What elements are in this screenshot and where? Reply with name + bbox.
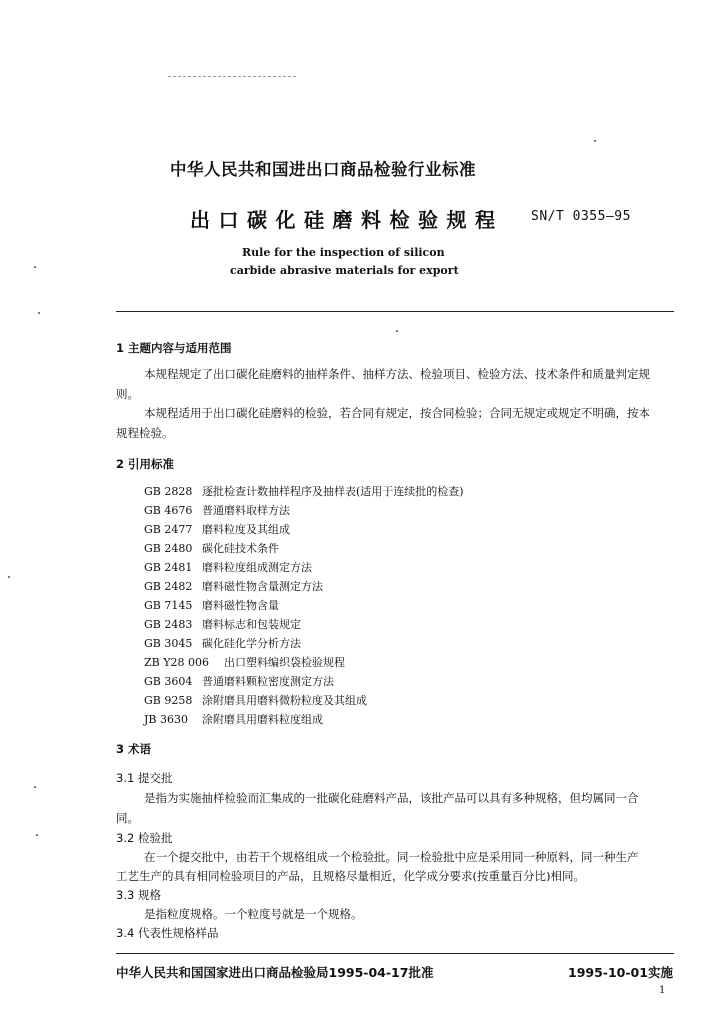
effective-date: 1995-10-01实施 <box>568 965 673 980</box>
reference-item: GB 2483 磨料标志和包装规定 <box>144 618 301 631</box>
reference-item: GB 2477 磨料粒度及其组成 <box>144 523 290 536</box>
section-3-2-text-cont: 工艺生产的具有相同检验项目的产品，且规格尽量相近，化学成分要求(按重量百分比)相同。 <box>116 869 585 883</box>
reference-item: GB 4676 普通磨料取样方法 <box>144 504 290 517</box>
scan-speck <box>594 140 596 142</box>
standard-code: SN/T 0355—95 <box>531 209 631 224</box>
footer-divider <box>116 953 674 954</box>
section-1-paragraph-1: 本规程规定了出口碳化硅磨料的抽样条件、抽样方法、检验项目、检验方法、技术条件和质量判定规 <box>144 367 650 381</box>
reference-item: JB 3630 涂附磨具用磨料粒度组成 <box>144 713 323 726</box>
scan-speck <box>34 266 36 268</box>
reference-item: GB 2828 逐批检查计数抽样程序及抽样表(适用于连续批的检查) <box>144 485 464 498</box>
reference-item: GB 7145 磨料磁性物含量 <box>144 599 279 612</box>
reference-item: GB 2480 碳化硅技术条件 <box>144 542 279 555</box>
reference-item: GB 9258 涂附磨具用磨料微粉粒度及其组成 <box>144 694 367 707</box>
section-3-1-heading: 3.1 提交批 <box>116 771 173 785</box>
section-3-2-heading: 3.2 检验批 <box>116 831 173 845</box>
section-3-2-text: 在一个提交批中，由若干个规格组成一个检验批。同一检验批中应是采用同一种原料，同一种生产 <box>144 850 639 864</box>
english-title-line2: carbide abrasive materials for export <box>230 264 459 277</box>
section-3-1-text-cont: 同。 <box>116 811 139 825</box>
scan-speck <box>38 312 40 314</box>
approval-line: 中华人民共和国国家进出口商品检验局1995-04-17批准 <box>116 965 434 980</box>
section-1-paragraph-2: 本规程适用于出口碳化硅磨料的检验，若合同有规定，按合同检验；合同无规定或规定不明确，按本 <box>144 406 650 420</box>
section-3-4-heading: 3.4 代表性规格样品 <box>116 926 219 940</box>
scan-speck <box>34 786 36 788</box>
section-3-3-heading: 3.3 规格 <box>116 888 161 902</box>
reference-item: GB 2481 磨料粒度组成测定方法 <box>144 561 312 574</box>
page-number: 1 <box>659 985 666 996</box>
reference-item: GB 3604 普通磨料颗粒密度测定方法 <box>144 675 334 688</box>
reference-item: ZB Y28 006 出口塑料编织袋检验规程 <box>144 656 345 669</box>
section-3-1-text: 是指为实施抽样检验而汇集成的一批碳化硅磨料产品，该批产品可以具有多种规格，但均属同一合 <box>144 791 639 805</box>
reference-item: GB 2482 磨料磁性物含量测定方法 <box>144 580 323 593</box>
section-1-paragraph-2-cont: 规程检验。 <box>116 426 174 440</box>
document-title: 出口碳化硅磨料检验规程 <box>190 208 504 232</box>
top-dashed-mark <box>168 76 296 77</box>
section-1-heading: 1 主题内容与适用范围 <box>116 341 232 355</box>
header-divider <box>116 311 674 312</box>
section-1-paragraph-1-cont: 则。 <box>116 387 139 401</box>
scan-speck <box>396 330 398 332</box>
section-2-heading: 2 引用标准 <box>116 457 175 471</box>
scan-speck <box>36 834 38 836</box>
section-3-heading: 3 术语 <box>116 742 152 756</box>
scan-speck <box>8 576 10 578</box>
issuing-organization: 中华人民共和国进出口商品检验行业标准 <box>170 160 476 179</box>
english-title-line1: Rule for the inspection of silicon <box>242 246 445 259</box>
section-3-3-text: 是指粒度规格。一个粒度号就是一个规格。 <box>144 907 363 921</box>
reference-item: GB 3045 碳化硅化学分析方法 <box>144 637 301 650</box>
